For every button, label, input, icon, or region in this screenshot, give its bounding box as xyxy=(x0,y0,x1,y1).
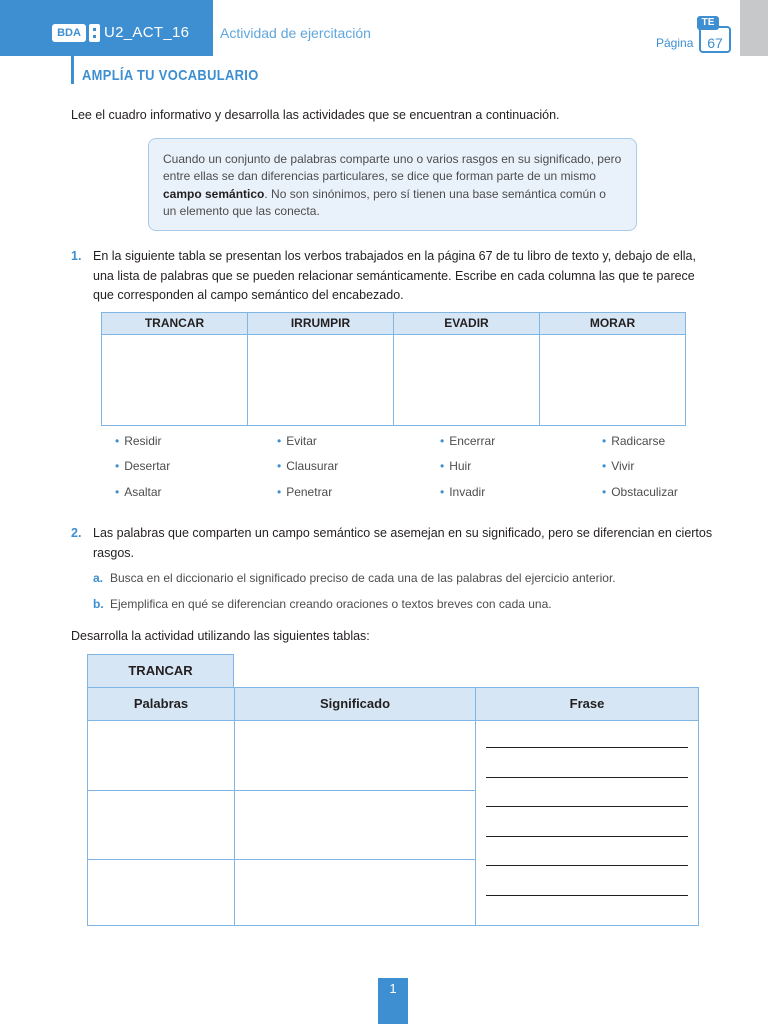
writing-line[interactable] xyxy=(486,806,688,807)
word-item: • Obstaculizar xyxy=(602,484,678,500)
col-header: TRANCAR xyxy=(102,313,248,334)
word-item: • Residir xyxy=(115,433,162,449)
word-item: • Desertar xyxy=(115,458,170,474)
col-header: MORAR xyxy=(589,316,636,330)
answer-cell[interactable] xyxy=(540,335,685,426)
section-bar xyxy=(71,56,74,84)
table2-divider xyxy=(475,721,476,926)
intro-text: Lee el cuadro informativo y desarrolla las actividades que se encuentran a continuación. xyxy=(71,108,560,122)
answer-cell[interactable] xyxy=(102,335,248,426)
word-item: • Invadir xyxy=(440,484,485,500)
word-item: • Huir xyxy=(440,458,471,474)
col-header: IRRUMPIR xyxy=(248,313,394,334)
activity-icon xyxy=(89,24,100,42)
q2-text: Las palabras que comparten un campo semántico se asemejan en su significado, pero se diferencian en ciertos rasgos. xyxy=(93,526,713,560)
writing-line[interactable] xyxy=(486,777,688,778)
header-significado: Significado xyxy=(235,688,476,720)
develop-text: Desarrolla la actividad utilizando las siguientes tablas: xyxy=(71,629,370,643)
info-text-before: Cuando un conjunto de palabras comparte uno o varios rasgos en su significado, pero entre ellas se dan diferencias particulares, se dice que forman parte de un mismo xyxy=(163,152,622,184)
word-item: • Vivir xyxy=(602,458,634,474)
q2-b-text: Ejemplifica en qué se diferencian creando oraciones o textos breves con cada una. xyxy=(110,597,552,611)
table2-header xyxy=(87,687,699,721)
word-item: • Clausurar xyxy=(277,458,338,474)
table2-row-divider xyxy=(87,859,476,860)
header-palabras: Palabras xyxy=(88,688,235,720)
table-caption: TRANCAR xyxy=(87,654,234,688)
writing-line[interactable] xyxy=(486,836,688,837)
info-text-after: . No son sinónimos, pero sí tienen una base semántica común o un elemento que las conecta. xyxy=(163,186,606,218)
q2-a-label: a. xyxy=(93,571,104,585)
q1-text: En la siguiente tabla se presentan los verbos trabajados en la página 67 de tu libro de texto y, debajo de ella, una lista de palabras que se pueden relacionar semánticamente. Escribe en cada columna las que te parece que corresponden al campo semántico del encabezado. xyxy=(93,249,696,302)
campo-table xyxy=(101,312,686,426)
col-header: EVADIR xyxy=(394,313,540,334)
word-item: • Evitar xyxy=(277,433,317,449)
q2-a-text: Busca en el diccionario el significado preciso de cada una de las palabras del ejercicio anterior. xyxy=(110,571,616,585)
header-frase: Frase xyxy=(569,696,605,711)
word-item: • Penetrar xyxy=(277,484,332,500)
info-box xyxy=(148,138,637,231)
answer-cell[interactable] xyxy=(248,335,394,426)
bda-badge: BDA xyxy=(52,24,86,42)
word-item: • Radicarse xyxy=(602,433,665,449)
table2-divider xyxy=(234,721,235,926)
writing-line[interactable] xyxy=(486,865,688,866)
page-number: 1 xyxy=(378,978,408,1024)
q2-b-label: b. xyxy=(93,597,104,611)
page-label: Página xyxy=(656,36,694,50)
word-item: • Asaltar xyxy=(115,484,162,500)
answer-cell[interactable] xyxy=(394,335,540,426)
header-grey-strip xyxy=(740,0,768,56)
te-tab: TE xyxy=(697,16,719,30)
activity-type: Actividad de ejercitación xyxy=(220,25,371,41)
section-title: AMPLÍA TU VOCABULARIO xyxy=(82,67,259,84)
table2-row-divider xyxy=(87,790,476,791)
writing-line[interactable] xyxy=(486,747,688,748)
writing-line[interactable] xyxy=(486,895,688,896)
word-item: • Encerrar xyxy=(440,433,495,449)
info-bold: campo semántico xyxy=(163,186,265,201)
activity-code: U2_ACT_16 xyxy=(104,24,190,41)
page-ref-box: 67 xyxy=(699,26,731,53)
q2-number: 2. xyxy=(71,526,82,540)
q1-number: 1. xyxy=(71,249,82,263)
